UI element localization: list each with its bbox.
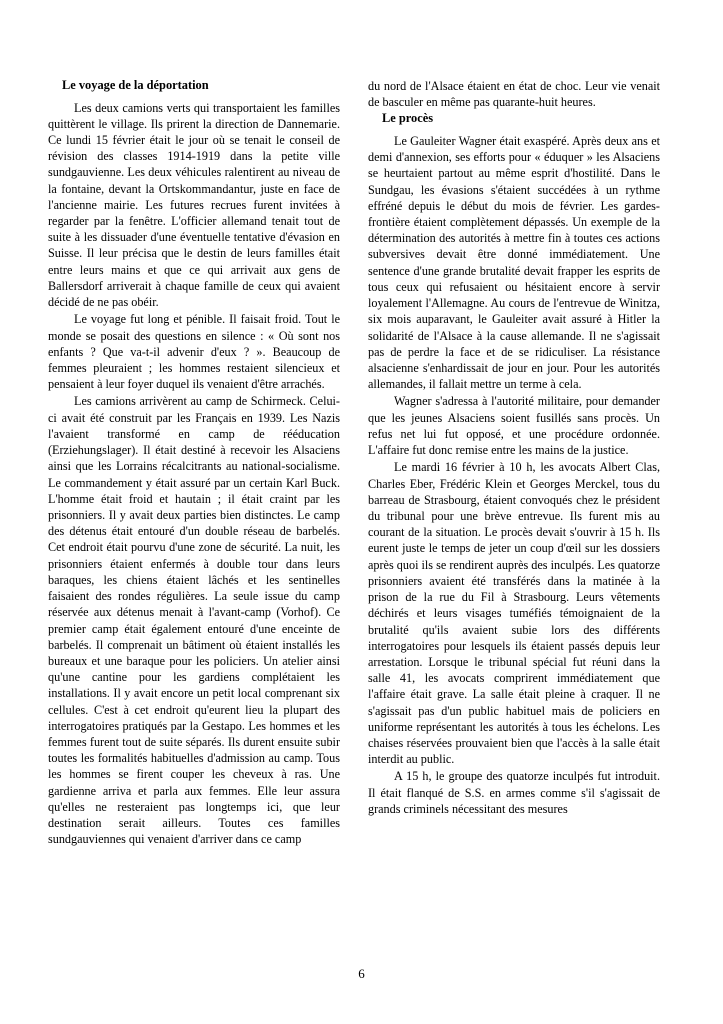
paragraph: Wagner s'adressa à l'autorité militaire, pour demander que les jeunes Alsaciens soient fusillés sans procès. Un refus net lui fut opposé, et une procédure ordonnée. L'affaire fut donc remise entre les mains de la justice. <box>368 394 660 458</box>
page-number: 6 <box>358 966 365 981</box>
left-column <box>48 78 340 936</box>
paragraph: Les camions arrivèrent au camp de Schirmeck. Celui-ci avait été construit par les Français en 1939. Les Nazis l'avaient transformé en camp de rééducation (Erziehungslager). Il était destiné à recevoir les Alsaciens ainsi que les Lorrains récalcitrants au national-socialisme. Le commandement y était assuré par un certain Karl Buck. L'homme était froid et hautain ; il était craint par les prisonniers. Il y avait deux parties bien distinctes. Le camp des détenus était entouré d'un double réseau de barbelés. Cet endroit était pourvu d'une zone de sécurité. La nuit, les prisonniers étaient enfermés à double tour dans leurs baraques, les chiens étaient lâchés et les sentinelles faisaient des rondes régulières. La seule issue du camp réservée aux détenus menait à l'avant-camp (Vorhof). Ce premier camp était également entouré d'une enceinte de barbelés. Il comprenait un bâtiment où étaient installés les bureaux et une baraque pour les policiers. Un atelier ainsi qu'une cantine pour les gardiens complétaient les installations. Il y avait encore un petit local comprenant six cellules. C'est à cet endroit qu'eurent lieu la plupart des interrogatoires pratiqués par la Gestapo. Les hommes et les femmes furent tout de suite séparés. Ils durent ensuite subir toutes les formalités habituelles d'admission au camp. Tous les hommes se firent couper les cheveux à ras. Une gardienne arriva et parla aux femmes. Elle leur assura qu'elles ne resteraient pas longtemps ici, que leur destination serait ailleurs. Toutes ces familles sundgauviennes qui venaient d'arriver dans ce camp <box>48 394 340 847</box>
paragraph: Le mardi 16 février à 10 h, les avocats Albert Clas, Charles Eber, Frédéric Klein et Georges Merckel, tous du barreau de Strasbourg, étaient convoqués chez le président du tribunal pour une brève entrevue. Ils furent mis au courant de la situation. Le procès devait s'ouvrir à 15 h. Ils eurent juste le temps de jeter un coup d'œil sur les dossiers après quoi ils se rendirent auprès des inculpés. Les quatorze prisonniers avaient été transférés dans la matinée à la prison de la rue du Fil à Strasbourg. Leurs vêtements déchirés et leurs visages tuméfiés témoignaient de la brutalité qu'ils avaient subie lors des différents interrogatoires pour lesquels ils étaient passés depuis leur arrestation. Lorsque le tribunal spécial fut réuni dans la salle 41, les avocats comprirent immédiatement que l'affaire était grave. La salle était pleine à craquer. Il ne s'agissait pas d'un public habituel mais de policiers en uniforme représentant les autorités à tous les échelons. Les chaises réservées prouvaient bien que l'accès à la salle était interdit au public. <box>368 460 660 767</box>
two-column-layout <box>48 78 661 936</box>
right-column-heading: Le procès <box>382 111 434 126</box>
paragraph: Le voyage fut long et pénible. Il faisait froid. Tout le monde se posait des questions en silence : « Où sont nos enfants ? Que va-t-il advenir d'eux ? ». Beaucoup de femmes pleuraient ; les hommes restaient silencieux et pensaient à leur foyer duquel ils venaient d'être arrachés. <box>48 312 340 392</box>
right-column <box>368 78 660 936</box>
paragraph: Le Gauleiter Wagner était exaspéré. Après deux ans et demi d'annexion, ses efforts pour « éduquer » les Alsaciens se heurtaient partout au même esprit d'hostilité. Dans le Sundgau, les évasions s'étaient succédées à un rythme effréné depuis le début du mois de février. Les gardes-frontière étaient complètement dépassés. Un exemple de la détermination des autorités à mettre fin à toutes ces actions subversives devait être donné immédiatement. Une sentence d'une grande brutalité devait frapper les esprits de tous ceux qui refusaient ou hésitaient encore à servir loyalement l'Allemagne. Au cours de l'entrevue de Winitza, six mois auparavant, le Gauleiter avait assuré à Hitler la solidarité de l'Alsace à la cause allemande. Il ne s'agissait pas de perdre la face et de se ridiculiser. La résistance alsacienne s'enhardissait de jour en jour. Pour les autorités allemandes, il fallait mettre un terme à cela. <box>368 133 660 392</box>
paragraph: Les deux camions verts qui transportaient les familles quittèrent le village. Ils prirent la direction de Dannemarie. Ce lundi 15 février était le jour où se tenait le conseil de révision des classes 1914-1919 dans la petite ville sundgauvienne. Les deux véhicules ralentirent au niveau de la fontaine, devant la Ortskommandantur, juste en face de l'ancienne mairie. Les futures recrues furent invitées à regarder par la fenêtre. L'officier allemand tenait tout de suite à les dissuader d'une éventuelle tentative d'évasion en Suisse. Il leur précisa que le destin de leurs familles était entre leurs mains et que ce qui arrivait aux gens de Ballersdorf arriverait à chaque famille de ceux qui avaient décidé de ne pas obéir. <box>48 100 340 310</box>
left-column-heading: Le voyage de la déportation <box>62 78 209 92</box>
continuation-paragraph: du nord de l'Alsace étaient en état de choc. Leur vie venait de basculer en même pas quarante-huit heures. <box>368 79 660 110</box>
paragraph: A 15 h, le groupe des quatorze inculpés fut introduit. Il était flanqué de S.S. en armes comme s'il s'agissait de grands criminels nécessitant des mesures <box>368 769 660 816</box>
